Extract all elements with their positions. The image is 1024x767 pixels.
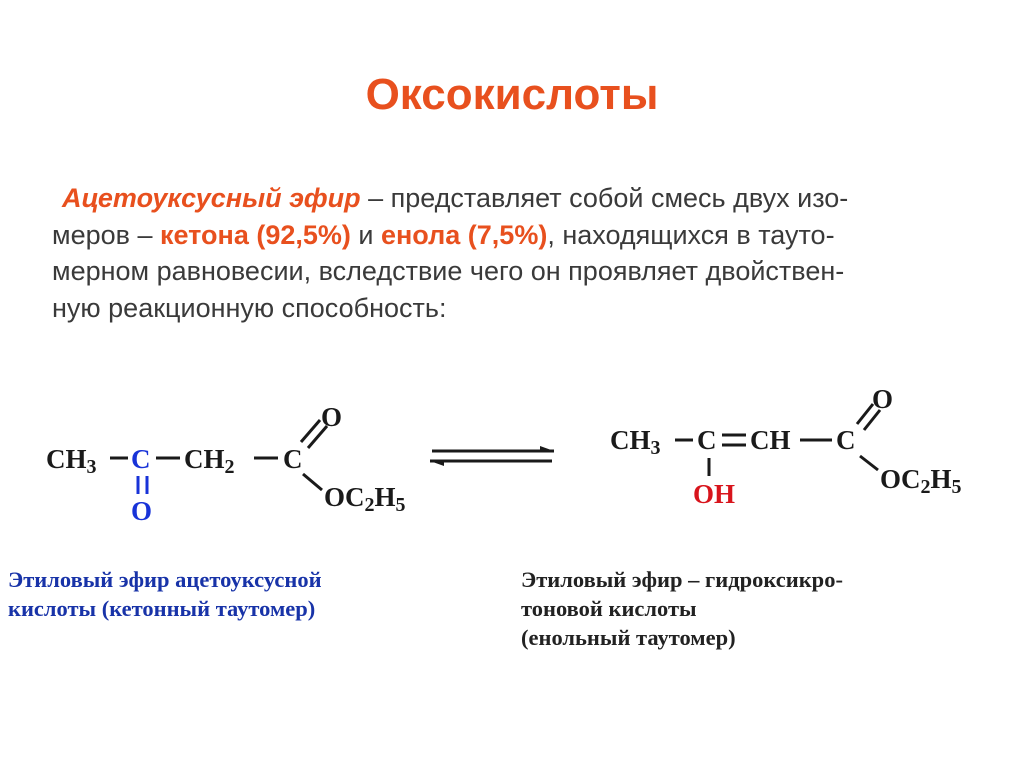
enol-oc2h5: $OC_2H_5$	[880, 464, 962, 498]
keto-ester-o: O	[321, 402, 343, 432]
paragraph-text: меров –	[52, 219, 160, 250]
keto-carbonyl-c: C	[131, 444, 151, 474]
enol-ch3: $CH_3$	[610, 425, 661, 459]
caption-line: (енольный таутомер)	[521, 625, 736, 650]
ketone-share: кетона (92,5%)	[159, 219, 351, 250]
caption-line: кислоты (кетонный таутомер)	[8, 596, 316, 621]
enol-ester-o: O	[872, 384, 894, 414]
enol-hydroxyl: OH	[693, 479, 736, 509]
enol-c: C	[697, 425, 717, 455]
paragraph-text: – представляет собой смесь двух изо-	[360, 183, 849, 213]
page-title: Оксокислоты	[365, 70, 659, 119]
caption-line: Этиловый эфир – гидроксикро-	[521, 567, 843, 592]
paragraph-text: и	[350, 219, 381, 250]
keto-oc2h5: $OC_2H_5$	[324, 482, 406, 516]
keto-carbonyl-o: O	[131, 496, 153, 526]
keto-caption	[8, 565, 322, 623]
paragraph-text: , находящихся в тауто-	[547, 219, 835, 250]
paragraph-line-3: мерном равновесии, вследствие чего он проявляет двойствен-	[52, 256, 845, 286]
caption-line: Этиловый эфир ацетоуксусной	[8, 567, 322, 592]
enol-share: енола (7,5%)	[380, 219, 548, 250]
enol-ester-c: C	[836, 425, 856, 455]
keto-ch2: $CH_2$	[184, 444, 235, 478]
caption-line: тоновой кислоты	[521, 596, 697, 621]
bond-c-oet-enol	[860, 456, 878, 470]
enol-caption	[521, 565, 843, 652]
term-acetoacetic-ester: Ацетоуксусный эфир	[62, 183, 361, 213]
bond-c-oet	[303, 474, 322, 490]
arrow-backward-head	[430, 461, 444, 466]
paragraph-line-4: ную реакционную способность:	[52, 292, 447, 323]
enol-ch: CH	[750, 425, 791, 455]
keto-ch3: $CH_3$	[46, 444, 97, 478]
keto-ester-c: C	[283, 444, 303, 474]
